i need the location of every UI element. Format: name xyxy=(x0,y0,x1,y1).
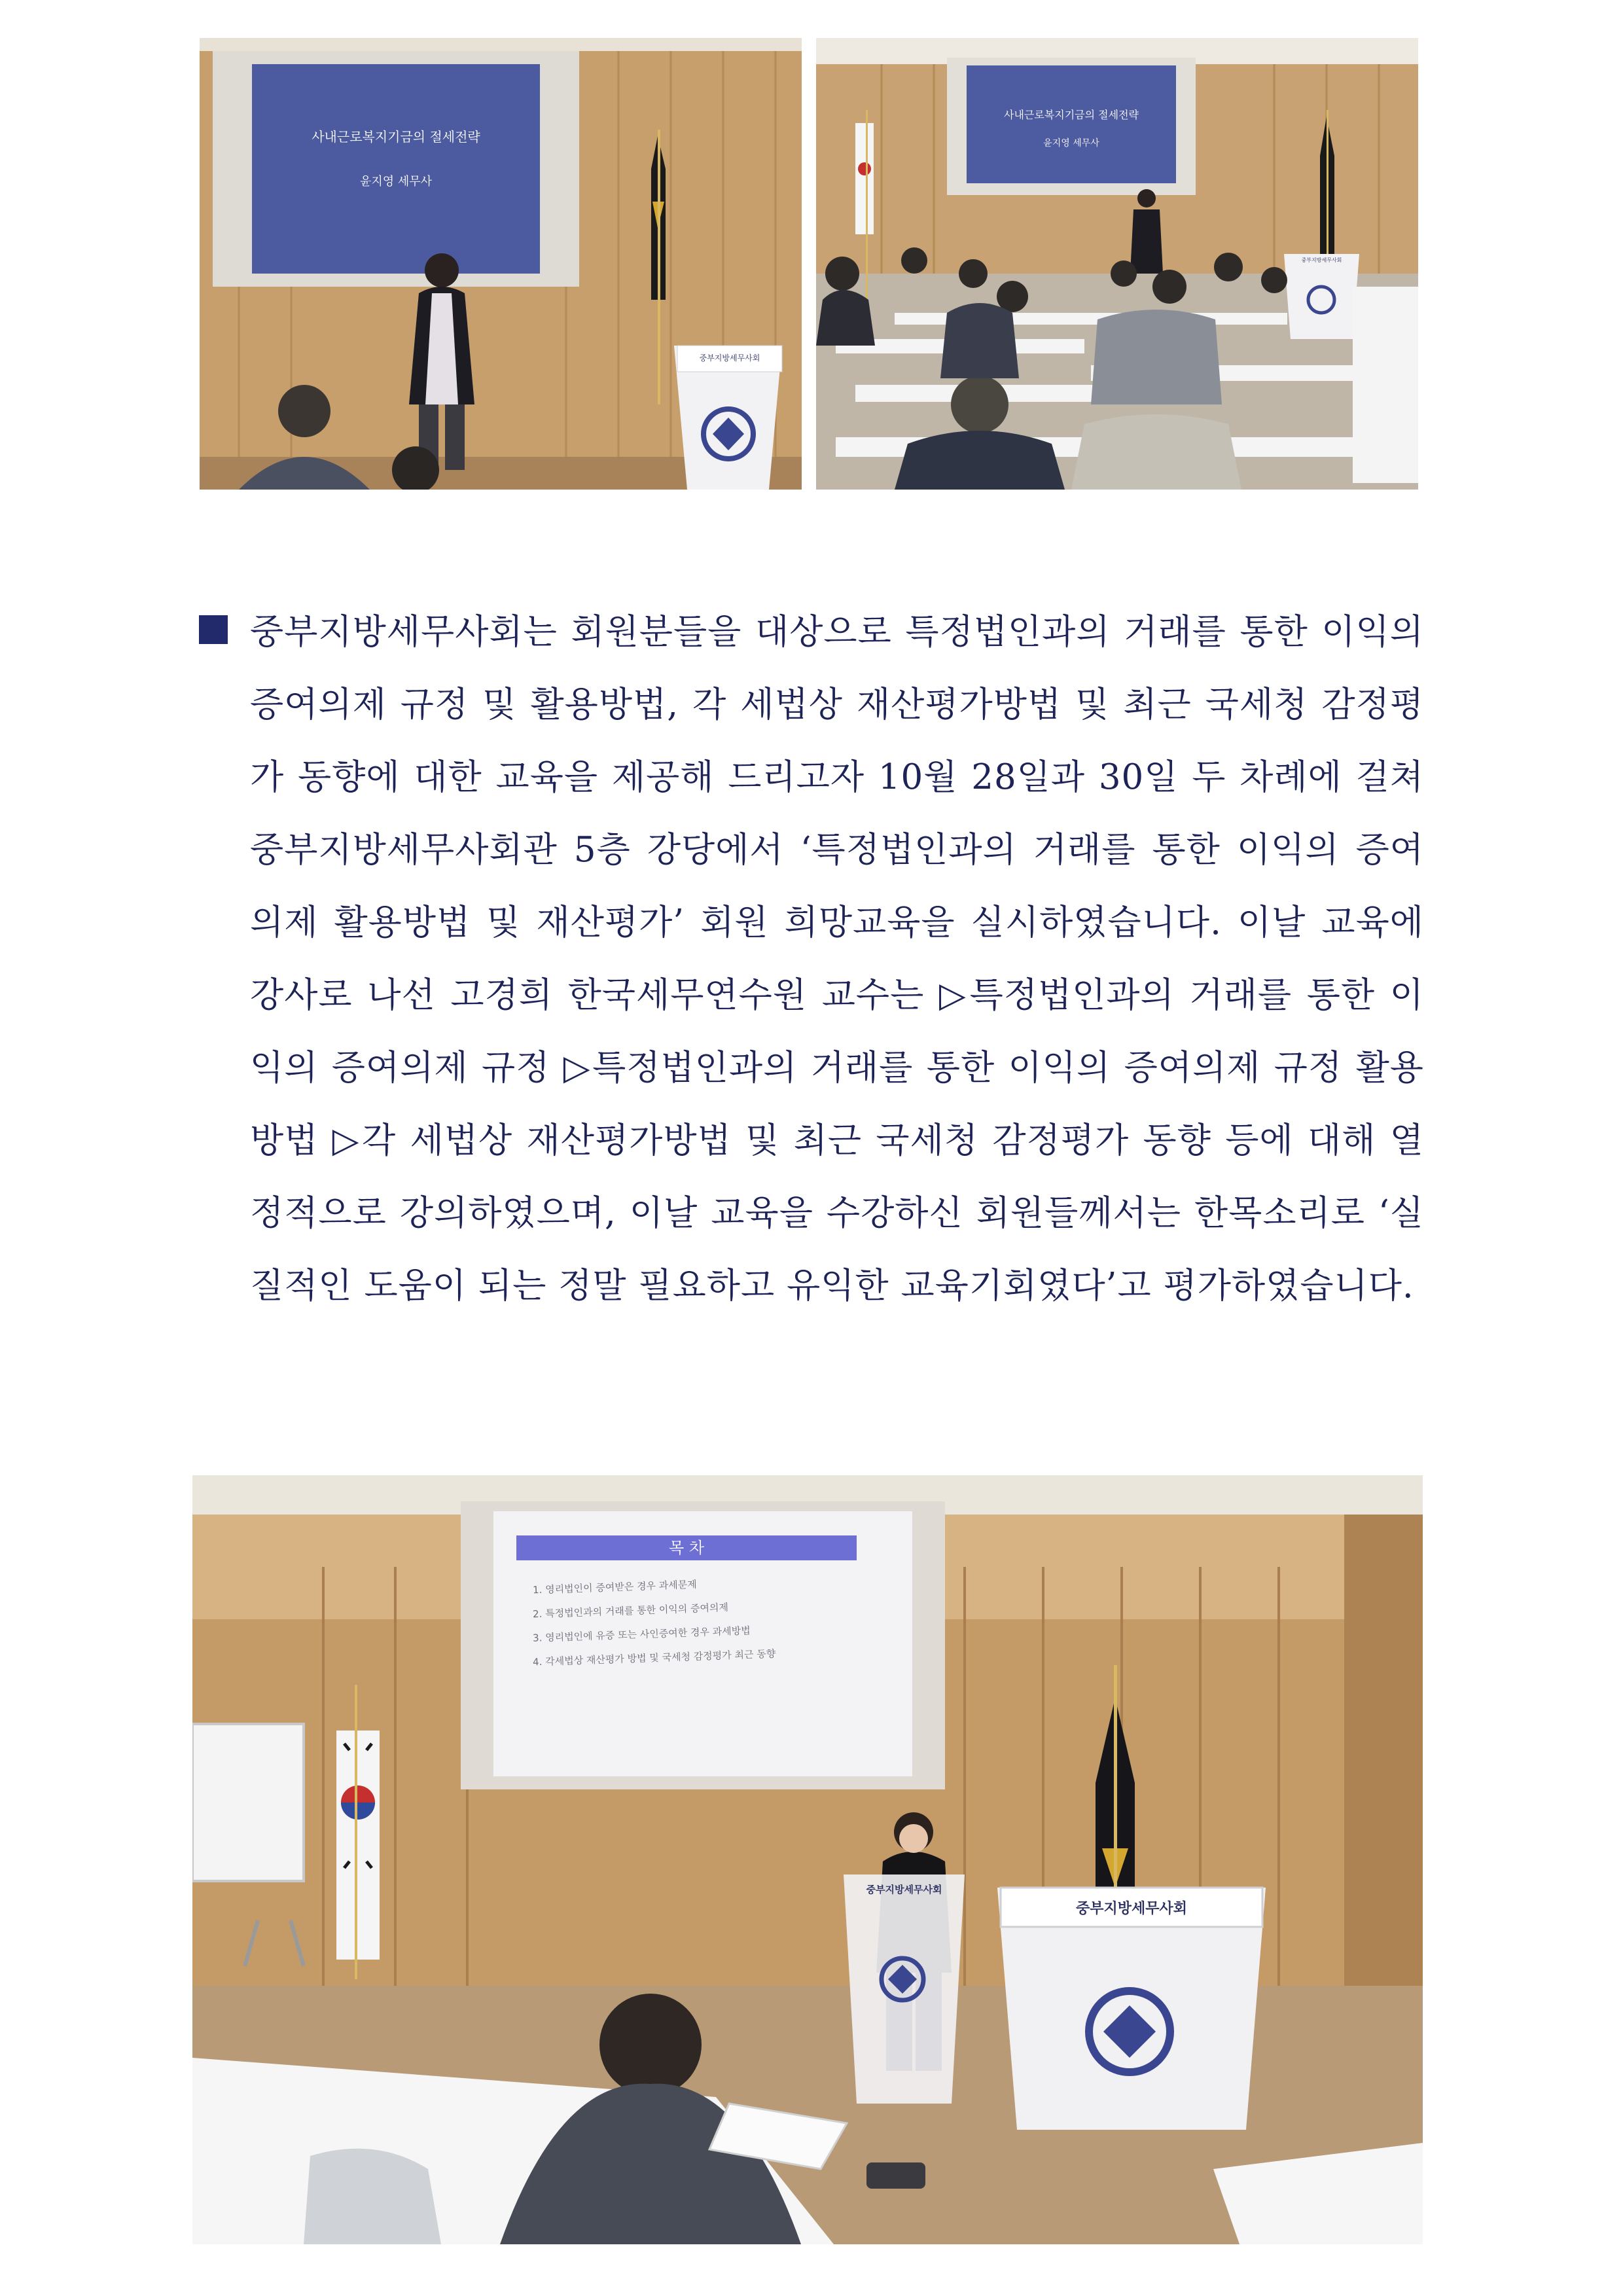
photo-lecture-speaker xyxy=(200,38,802,490)
podium-label-left: 중부지방세무사회 xyxy=(866,1884,942,1895)
slide-toc-item: 2. 특정법인과의 거래를 통한 이익의 증여의제 xyxy=(532,1601,729,1621)
photo-lecture-audience xyxy=(816,38,1418,490)
podium-label: 중부지방세무사회 xyxy=(1301,257,1342,263)
photo-lecture-podium xyxy=(192,1475,1423,2244)
slide-toc-item: 3. 영리법인에 유증 또는 사인증여한 경우 과세방법 xyxy=(532,1624,751,1644)
slide-title: 사내근로복지기금의 절세전략 xyxy=(312,129,480,145)
slide-subtitle: 윤지영 세무사 xyxy=(359,175,433,188)
slide-title: 사내근로복지기금의 절세전략 xyxy=(1003,109,1139,121)
square-bullet-icon xyxy=(199,615,228,644)
slide-toc-item: 1. 영리법인이 증여받은 경우 과세문제 xyxy=(532,1578,698,1596)
slide-toc-item: 4. 각세법상 재산평가 방법 및 국세청 감정평가 최근 동향 xyxy=(532,1647,776,1668)
slide-heading: 목 차 xyxy=(516,1535,857,1560)
slide-subtitle: 윤지영 세무사 xyxy=(1043,138,1099,149)
article xyxy=(194,596,1424,1322)
podium-label: 중부지방세무사회 xyxy=(699,353,760,363)
podium-label-right: 중부지방세무사회 xyxy=(1075,1901,1188,1917)
article-body: 중부지방세무사회는 회원분들을 대상으로 특정법인과의 거래를 통한 이익의 증여의제 규정 및 활용방법, 각 세법상 재산평가방법 및 최근 국세청 감정평가 동향에 대한 교육을 제공해 드리고자 10월 28일과 30일 두 차례에 걸쳐 중부지방세무사회관 5층 강당에서 ‘특정법인과의 거래를 통한 이익의 증여의제 활용방법 및 재산평가’ 회원 희망교육을 실시하였습니다. 이날 교육에 강사로 나선 고경희 한국세무연수원 교수는 ▷특정법인과의 거래를 통한 이익의 증여의제 규정 ▷특정법인과의 거래를 통한 이익의 증여의제 규정 활용방법 ▷각 세법상 재산평가방법 및 최근 국세청 감정평가 동향 등에 대해 열정적으로 강의하였으며, 이날 교육을 수강하신 회원들께서는 한목소리로 ‘실질적인 도움이 되는 정말 필요하고 유익한 교육기회였다’고 평가하였습니다. xyxy=(250,612,1424,1306)
